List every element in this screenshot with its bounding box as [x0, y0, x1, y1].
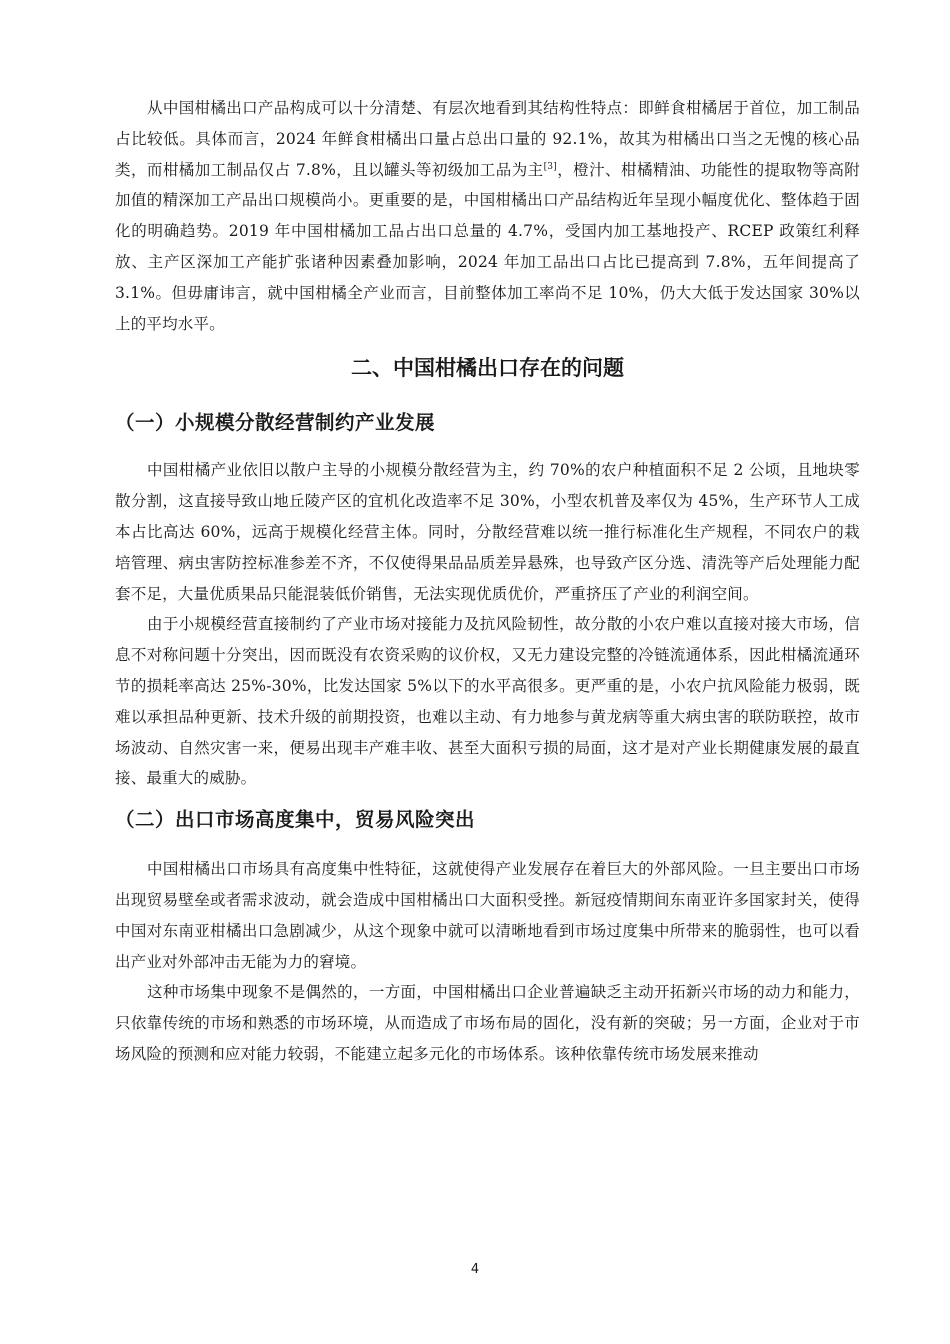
- section-heading-problems: 二、中国柑橘出口存在的问题: [351, 356, 624, 381]
- citation-reference: [3]: [543, 161, 557, 172]
- paragraph-market-concentration-1: 中国柑橘出口市场具有高度集中性特征，这就使得产业发展存在着巨大的外部风险。一旦主要出口市场出现贸易壁垒或者需求波动，就会造成中国柑橘出口大面积受挫。新冠疫情期间东南亚许多国家封关，使得中国对东南亚柑橘出口急剧减少，从这个现象中就可以清晰地看到市场过度集中所带来的脆弱性，也可以看出产业对外部冲击无能为力的窘境。: [115, 860, 860, 971]
- paragraph-text-part-1: 从中国柑橘出口产品构成可以十分清楚、有层次地看到其结构性特点：即鲜食柑橘居于首位，加工制品占比较低。具体而言，2024 年鲜食柑橘出口量占总出口量的 92.1%，故其为柑橘出口当之无愧的核心品类，而柑橘加工制品仅占 7.8%，且以罐头等初级加工品为主: [115, 99, 860, 179]
- page-number: 4: [470, 1262, 480, 1277]
- paragraph-small-scale-1: 中国柑橘产业依旧以散户主导的小规模分散经营为主，约 70%的农户种植面积不足 2 公顷，且地块零散分割，这直接导致山地丘陵产区的宜机化改造率不足 30%，小型农机普及率仅为 45%，生产环节人工成本占比高达 60%，远高于规模化经营主体。同时，分散经营难以统一推行标准化生产规程，不同农户的栽培管理、病虫害防控标准参差不齐，不仅使得果品品质差异悬殊，也导致产区分选、清洗等产后处理能力配套不足，大量优质果品只能混装低价销售，无法实现优质优价，严重挤压了产业的利润空间。: [115, 461, 860, 603]
- subsection-heading-small-scale: （一）小规模分散经营制约产业发展: [115, 411, 436, 435]
- paragraph-text-part-2: ，橙汁、柑橘精油、功能性的提取物等高附加值的精深加工产品出口规模尚小。更重要的是，中国柑橘出口产品结构近年呈现小幅度优化、整体趋于固化的明确趋势。2019 年中国柑橘加工品占出口总量的 4.7%，受国内加工基地投产、RCEP 政策红利释放、主产区深加工产能扩张诸种因素叠加影响，2024 年加工品出口占比已提高到 7.8%，五年间提高了 3.1%。但毋庸讳言，就中国柑橘全产业而言，目前整体加工率尚不足 10%，仍大大低于发达国家 30%以上的平均水平。: [115, 160, 860, 333]
- subsection-heading-market-concentration: （二）出口市场高度集中，贸易风险突出: [115, 808, 476, 832]
- page-body: [115, 93, 860, 1070]
- paragraph-export-structure: [115, 93, 860, 339]
- paragraph-market-concentration-2: 这种市场集中现象不是偶然的，一方面，中国柑橘出口企业普遍缺乏主动开拓新兴市场的动力和能力，只依靠传统的市场和熟悉的市场环境，从而造成了市场布局的固化，没有新的突破；另一方面，企业对于市场风险的预测和应对能力较弱，不能建立起多元化的市场体系。该种依靠传统市场发展来推动: [115, 983, 860, 1063]
- paragraph-small-scale-2: 由于小规模经营直接制约了产业市场对接能力及抗风险韧性，故分散的小农户难以直接对接大市场，信息不对称问题十分突出，因而既没有农资采购的议价权，又无力建设完整的冷链流通体系，因此柑橘流通环节的损耗率高达 25%-30%，比发达国家 5%以下的水平高很多。更严重的是，小农户抗风险能力极弱，既难以承担品种更新、技术升级的前期投资，也难以主动、有力地参与黄龙病等重大病虫害的联防联控，故市场波动、自然灾害一来，便易出现丰产难丰收、甚至大面积亏损的局面，这才是对产业长期健康发展的最直接、最重大的威胁。: [115, 615, 860, 788]
